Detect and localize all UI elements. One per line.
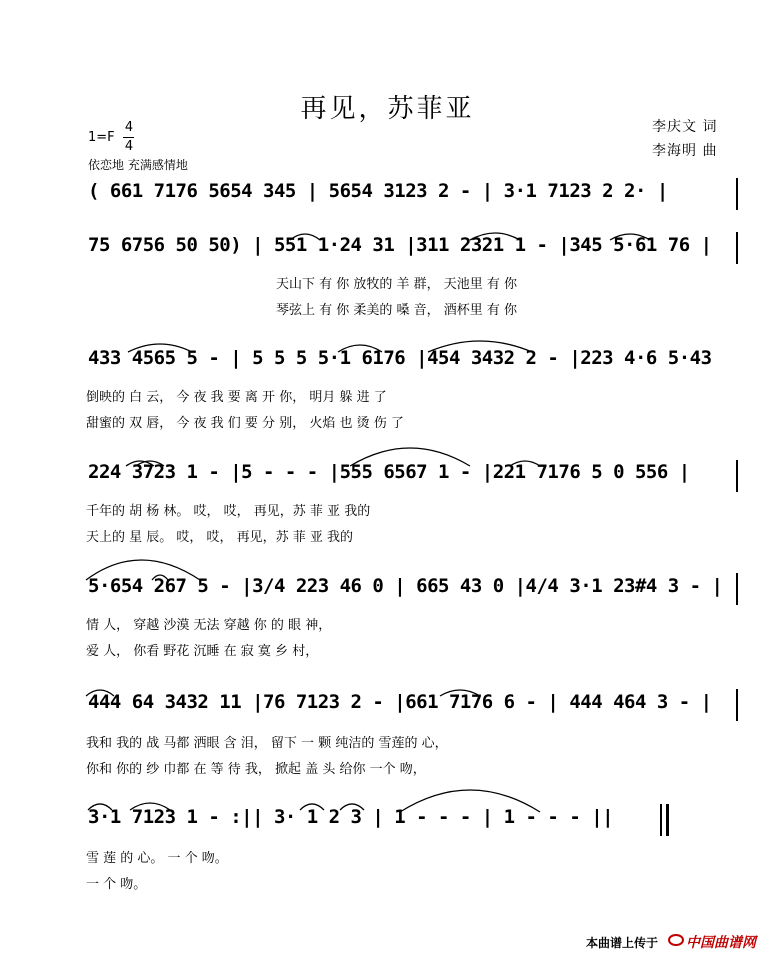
barline	[736, 178, 738, 210]
score-row-4: 224 3723 1 - |5 - - - |555 6567 1 - |221 7176 5 0 556 |	[88, 461, 690, 483]
score-row-5: 5·654 267 5 - |3/4 223 46 0 | 665 43 0 |4/4 3·1 23#4 3 - |	[88, 575, 723, 597]
lyric-row-2-verse-2: 琴弦上 有 你 柔美的 嗓 音， 酒杯里 有 你	[276, 303, 518, 318]
score-row-3: 433 4565 5 - | 5 5 5 5·1 6176 |454 3432 2 - |223 4·6 5·43	[88, 347, 712, 369]
score-row-7: 3·1 7123 1 - :|| 3· 1 2 3 | 1 - - - | 1 - - - ||	[88, 806, 614, 828]
final-barline-thick	[666, 804, 669, 836]
barline	[736, 460, 738, 492]
score-row-6: 444 64 3432 11 |76 7123 2 - |661 7176 6 - | 444 464 3 - |	[88, 691, 712, 713]
lyric-row-4-verse-1: 千年的 胡 杨 林。 哎， 哎， 再见，苏 菲 亚 我的	[86, 504, 371, 519]
lyric-row-5-verse-2: 爱 人， 你看 野花 沉睡 在 寂 寞 乡 村，	[86, 644, 319, 659]
barline	[736, 689, 738, 721]
lyricist-credit: 李庆文 词	[652, 119, 718, 135]
time-signature-bottom: 4	[124, 139, 134, 154]
footer-upload-text: 本曲谱上传于	[586, 936, 659, 950]
lyric-row-7-verse-2: 一 个 吻。	[86, 877, 147, 892]
tempo-marking: 依恋地 充满感情地	[88, 158, 188, 172]
final-barline	[660, 804, 662, 836]
lyric-row-4-verse-2: 天上的 星 辰。 哎， 哎， 再见，苏 菲 亚 我的	[86, 530, 354, 545]
song-title: 再见，苏菲亚	[300, 94, 475, 124]
lyric-row-7-verse-1: 雪 莲 的 心。 一 个 吻。	[86, 851, 228, 866]
lyric-row-5-verse-1: 情 人， 穿越 沙漠 无法 穿越 你 的 眼 神，	[86, 618, 332, 633]
score-row-1: ( 661 7176 5654 345 | 5654 3123 2 - | 3·1 7123 2 2· |	[88, 180, 668, 202]
time-signature-top: 4	[124, 120, 134, 135]
lyric-row-6-verse-1: 我和 我的 战 马都 洒眼 含 泪， 留下 一 颗 纯洁的 雪莲的 心，	[86, 736, 448, 751]
lyric-row-2-verse-1: 天山下 有 你 放牧的 羊 群， 天池里 有 你	[276, 277, 518, 292]
lyric-row-6-verse-2: 你和 你的 纱 巾都 在 等 待 我， 掀起 盖 头 给你 一个 吻，	[86, 762, 426, 777]
barline	[736, 573, 738, 605]
barline	[736, 232, 738, 264]
key-signature: 1=F	[88, 130, 115, 145]
composer-credit: 李海明 曲	[652, 143, 718, 159]
site-logo-icon	[668, 932, 684, 946]
score-row-2: 75 6756 50 50) | 551 1·24 31 |311 2321 1 - |345 5·61 76 |	[88, 234, 712, 256]
lyric-row-3-verse-2: 甜蜜的 双 唇， 今 夜 我 们 要 分 别， 火焰 也 烫 伤 了	[86, 416, 404, 431]
site-logo-text: 中国曲谱网	[686, 935, 756, 951]
lyric-row-3-verse-1: 倒映的 白 云， 今 夜 我 要 离 开 你， 明月 躲 进 了	[86, 390, 387, 405]
